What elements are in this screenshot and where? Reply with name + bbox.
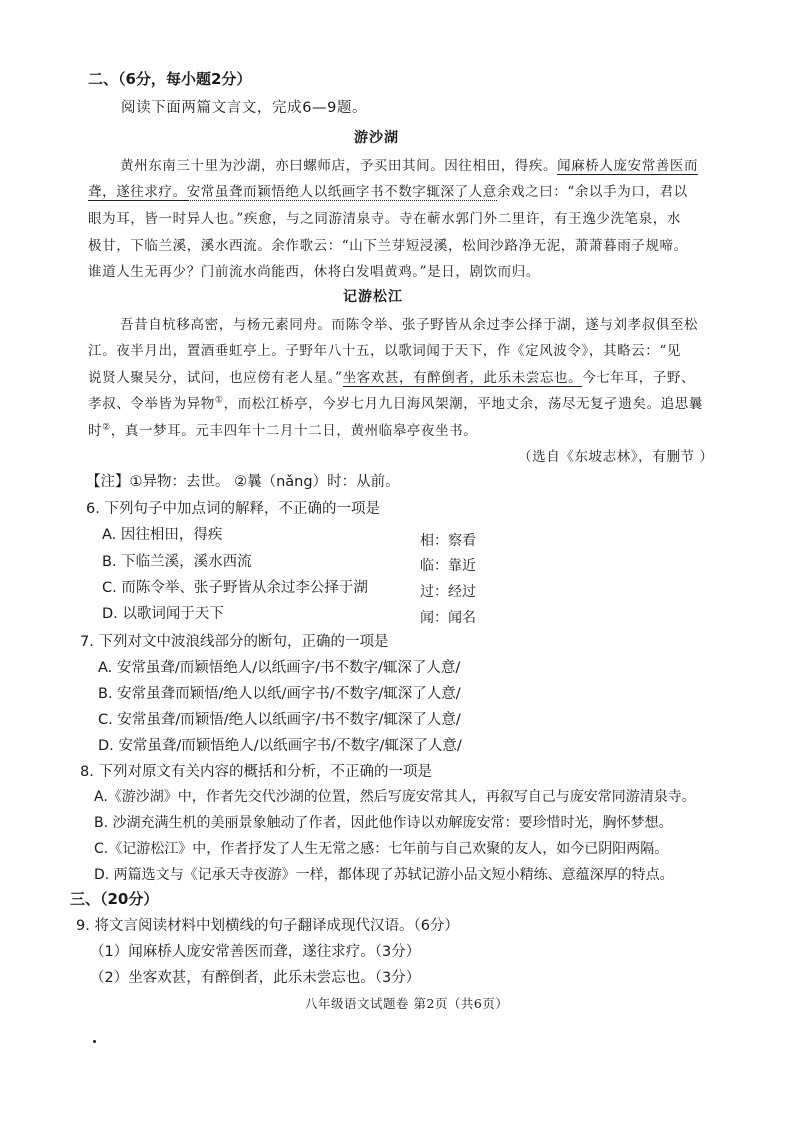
passage-2-text: 孝叔、令举皆为异物 [88,396,215,412]
q8-option-b: B. 沙湖充满生机的美丽景象触动了作者，因此他作诗以劝解庞安常：要珍惜时光，胸怀梦想。 [94,815,673,831]
section-3-header: 三、（20分） [70,890,159,908]
q6-option-c: C. 而陈令举、张子野皆从余过李公择于湖 [102,580,368,596]
q6-option-d-gloss: 闻：闻名 [420,610,476,626]
passage-2-line: 吾昔自杭移高密，与杨元素同舟。而陈令举、张子野皆从余过李公择于湖，遂与刘孝叔俱至松 [120,317,699,333]
section-2-instruction: 阅读下面两篇文言文，完成6—9题。 [121,100,368,116]
passage-source: （选自《东坡志林》，有删节 ） [518,449,714,465]
passage-2-text: 时 [88,423,103,439]
footnote-marker-1: ① [214,395,224,406]
q6-option-a-gloss: 相：察看 [420,533,476,549]
passage-2-text: ，真一梦耳。元丰四年十二月十二日，黄州临皋亭夜坐书。 [110,423,478,439]
q6-option-d: D. 以歌词闻于天下 [102,606,224,622]
q6-option-b: B. 下临兰溪，溪水西流 [102,554,252,570]
passage-1-line [120,154,698,174]
passage-1-text: 黄州东南三十里为沙湖，亦曰螺师店，予买田其间。因往相田，得疾。 [120,158,558,174]
q8-option-a: A.《游沙湖》中，作者先交代沙湖的位置，然后写庞安常其人，再叙写自己与庞安常同游清泉寺。 [94,789,696,805]
passage-2-text: 今七年耳，子野、 [582,370,696,386]
question-8-stem: 8. 下列对原文有关内容的概括和分析，不正确的一项是 [80,764,432,780]
q7-option-c: C. 安常虽聋/而颖悟/绝人以纸画字/书不数字/辄深了人意/ [98,712,461,728]
underlined-sentence-2: 坐客欢甚，有醉倒者，此乐未尝忘也。 [342,370,583,386]
page-speck [93,1040,96,1043]
passage-1-line: 极甘，下临兰溪，溪水西流。余作歌云：“山下兰芽短浸溪，松间沙路净无泥，萧萧暮雨子规啼。 [88,238,688,254]
passage-2-text: 说贤人聚吴分，试问，也应傍有老人星。” [88,370,343,386]
passage-1-text: 余戏之曰：“余以手为口，君以 [496,184,688,200]
q6-option-a: A. 因往相田，得疾 [102,527,223,543]
underlined-sentence-1-cont: 聋，遂往求疗。 [88,184,187,200]
page-footer: 八年级语文试题卷 第2页（共6页） [305,996,509,1011]
passage-1-line [88,180,688,200]
question-6-stem: 6. 下列句子中加点词的解释，不正确的一项是 [86,501,380,517]
passage-1-title: 游沙湖 [354,130,399,146]
passage-1-line: 谁道人生无再少？门前流水尚能西，休将白发唱黄鸡。”是日，剧饮而归。 [88,264,540,280]
section-2-header: 二、（6分，每小题2分） [88,70,252,88]
passage-1-line: 眼为耳，皆一时异人也。”疾愈，与之同游清泉寺。寺在蕲水郭门外二里许，有王逸少洗笔泉，水 [88,211,681,227]
question-7-stem: 7. 下列对文中波浪线部分的断句，正确的一项是 [80,634,389,650]
q7-option-a: A. 安常虽聋/而颖悟绝人/以纸画字/书不数字/辄深了人意/ [98,660,461,676]
passage-2-line: 江。夜半月出，置酒垂虹亭上。子野年八十五，以歌词闻于天下，作《定风波令》，其略云：“见 [88,343,681,359]
question-9-stem: 9. 将文言阅读材料中划横线的句子翻译成现代汉语。（6分） [76,918,459,934]
wavy-line-sentence: 安常虽聋而颖悟绝人以纸画字书不数字辄深了人意 [186,184,497,200]
q8-option-c: C.《记游松江》中，作者抒发了人生无常之感：七年前与自己欢聚的友人，如今已阴阳两隔。 [94,841,669,857]
annotation-note: 【注】①异物：去世。 ②曩（nǎng）时：从前。 [86,474,400,490]
passage-2-line [88,392,703,412]
q7-option-d: D. 安常虽聋/而颖悟绝人/以纸画字书/不数字/辄深了人意/ [98,738,462,754]
q9-item-1: （1）闻麻桥人庞安常善医而聋，遂往求疗。（3分） [90,944,421,960]
q7-option-b: B. 安常虽聋而颖悟/绝人以纸/画字书/不数字/辄深了人意/ [98,686,461,702]
passage-2-text: ，而松江桥亭，今岁七月九日海风架潮，平地丈余，荡尽无复孑遗矣。追思曩 [223,396,703,412]
q6-option-b-gloss: 临：靠近 [420,558,476,574]
passage-2-title: 记游松江 [343,289,403,305]
footnote-marker-2: ② [102,422,111,433]
underlined-sentence-1: 闻麻桥人庞安常善医而 [557,158,699,174]
q6-option-c-gloss: 过：经过 [420,584,476,600]
passage-2-line [88,366,695,386]
passage-2-line [88,419,477,439]
q9-item-2: （2）坐客欢甚，有醉倒者，此乐未尝忘也。（3分） [90,970,421,986]
q8-option-d: D. 两篇选文与《记承天寺夜游》一样，都体现了苏轼记游小品文短小精练、意蕴深厚的特点。 [94,867,674,883]
